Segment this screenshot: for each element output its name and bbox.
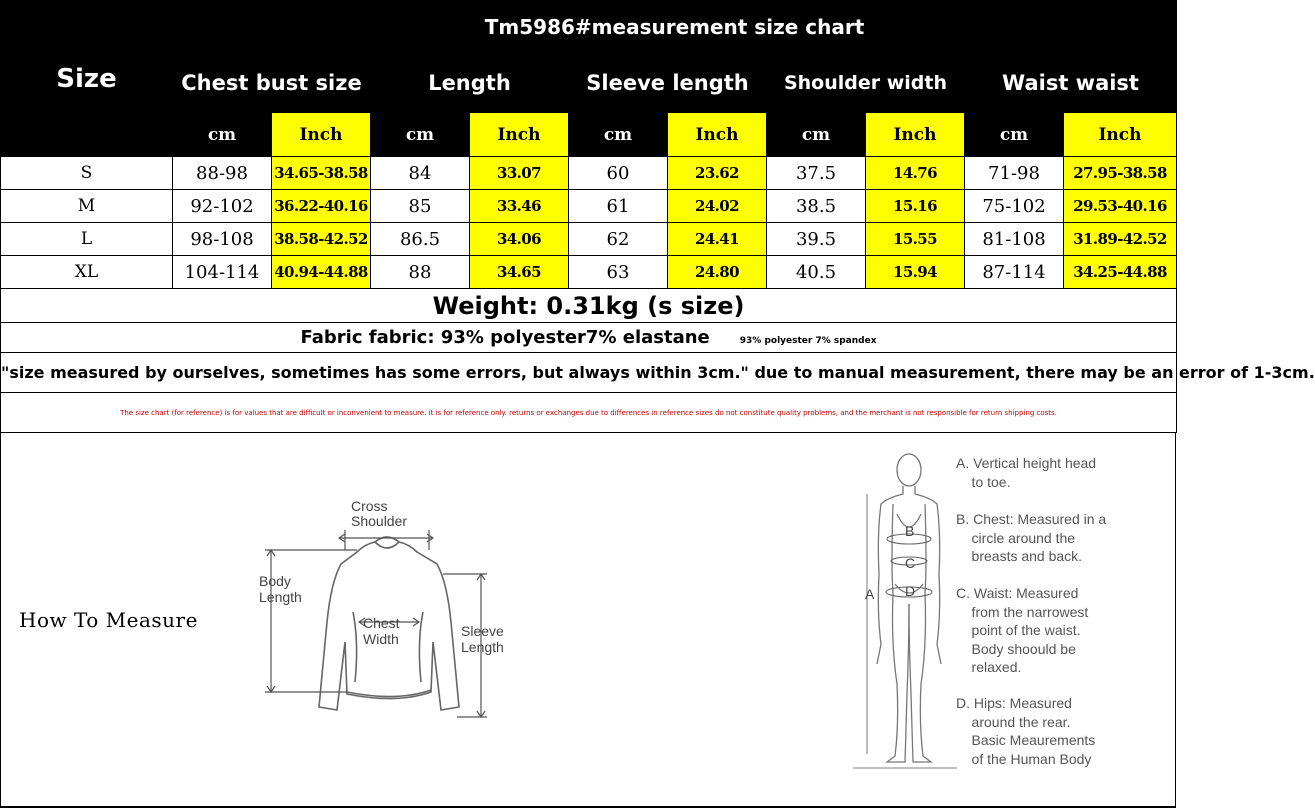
unit-inch: Inch xyxy=(470,113,569,157)
letter-d: D xyxy=(905,583,916,599)
value-inch: 34.65-38.58 xyxy=(272,157,371,190)
unit-cm: cm xyxy=(371,113,470,157)
value-cm: 62 xyxy=(569,223,668,256)
table-row xyxy=(1,256,1177,289)
value-inch: 34.06 xyxy=(470,223,569,256)
letter-a: A xyxy=(865,586,875,602)
how-to-measure-section xyxy=(0,432,1176,808)
value-cm: 88-98 xyxy=(173,157,272,190)
unit-inch: Inch xyxy=(272,113,371,157)
value-cm: 38.5 xyxy=(767,190,866,223)
desc-waist: C. Waist: Measured from the narrowest point of the waist. Body shoould be relaxed. xyxy=(956,585,1089,675)
header-chest: Chest bust size xyxy=(173,53,371,113)
desc-height: A. Vertical height head to toe. xyxy=(956,455,1097,490)
how-to-measure-title: How To Measure xyxy=(19,608,198,632)
size-label: XL xyxy=(1,256,173,289)
table-row xyxy=(1,223,1177,256)
letter-c: C xyxy=(905,555,916,571)
unit-inch: Inch xyxy=(866,113,965,157)
fabric-small-text: 93% polyester 7% spandex xyxy=(739,336,877,346)
fabric-text: Fabric fabric: 93% polyester7% elastane xyxy=(300,327,710,348)
value-inch: 15.16 xyxy=(866,190,965,223)
value-cm: 60 xyxy=(569,157,668,190)
value-inch: 34.25-44.88 xyxy=(1064,256,1177,289)
header-sleeve: Sleeve length xyxy=(569,53,767,113)
value-inch: 24.02 xyxy=(668,190,767,223)
value-cm: 39.5 xyxy=(767,223,866,256)
letter-b: B xyxy=(905,523,915,539)
disclaimer: The size chart (for reference) is for values that are difficult or inconvenient to measure. it is for reference only. returns or exchanges due to differences in reference sizes do not constitute quality problems, and the merchant is not responsible for return shipping costs. xyxy=(1,393,1177,433)
value-cm: 37.5 xyxy=(767,157,866,190)
fabric-info xyxy=(1,323,1177,353)
value-inch: 36.22-40.16 xyxy=(272,190,371,223)
value-cm: 85 xyxy=(371,190,470,223)
value-inch: 31.89-42.52 xyxy=(1064,223,1177,256)
value-cm: 86.5 xyxy=(371,223,470,256)
value-inch: 27.95-38.58 xyxy=(1064,157,1177,190)
value-cm: 61 xyxy=(569,190,668,223)
value-inch: 34.65 xyxy=(470,256,569,289)
garment-measure-diagram xyxy=(247,492,537,722)
value-inch: 29.53-40.16 xyxy=(1064,190,1177,223)
value-cm: 71-98 xyxy=(965,157,1064,190)
desc-hips: D. Hips: Measured around the rear. Basic Meaurements of the Human Body xyxy=(956,695,1096,767)
measurement-note: "size measured by ourselves, sometimes has some errors, but always within 3cm." due to manual measurement, there may be an error of 1-3cm. xyxy=(1,353,1177,393)
value-inch: 33.07 xyxy=(470,157,569,190)
value-inch: 15.94 xyxy=(866,256,965,289)
unit-cm: cm xyxy=(965,113,1064,157)
header-shoulder: Shoulder width xyxy=(767,53,965,113)
value-inch: 14.76 xyxy=(866,157,965,190)
size-label: S xyxy=(1,157,173,190)
value-inch: 15.55 xyxy=(866,223,965,256)
value-cm: 87-114 xyxy=(965,256,1064,289)
value-inch: 24.41 xyxy=(668,223,767,256)
body-measure-diagram xyxy=(847,444,957,774)
table-row xyxy=(1,190,1177,223)
label-shoulder: Shoulder xyxy=(351,513,408,529)
label-sleeve-length: Length xyxy=(461,639,504,655)
chart-title: Tm5986#measurement size chart xyxy=(173,1,1177,53)
unit-cm: cm xyxy=(569,113,668,157)
label-sleeve: Sleeve xyxy=(461,623,504,639)
label-chest: Chest xyxy=(363,615,400,631)
value-cm: 81-108 xyxy=(965,223,1064,256)
value-cm: 63 xyxy=(569,256,668,289)
unit-cm: cm xyxy=(767,113,866,157)
value-cm: 92-102 xyxy=(173,190,272,223)
value-cm: 88 xyxy=(371,256,470,289)
unit-inch: Inch xyxy=(1064,113,1177,157)
value-cm: 104-114 xyxy=(173,256,272,289)
value-inch: 38.58-42.52 xyxy=(272,223,371,256)
size-header: Size xyxy=(1,1,173,157)
header-length: Length xyxy=(371,53,569,113)
label-width: Width xyxy=(363,631,399,647)
value-cm: 40.5 xyxy=(767,256,866,289)
value-cm: 84 xyxy=(371,157,470,190)
label-body: Body xyxy=(259,573,291,589)
table-row xyxy=(1,157,1177,190)
value-cm: 75-102 xyxy=(965,190,1064,223)
weight-info: Weight: 0.31kg (s size) xyxy=(1,289,1177,323)
value-inch: 23.62 xyxy=(668,157,767,190)
value-inch: 33.46 xyxy=(470,190,569,223)
desc-chest: B. Chest: Measured in a circle around the breasts and back. xyxy=(956,511,1107,564)
size-label: M xyxy=(1,190,173,223)
value-inch: 40.94-44.88 xyxy=(272,256,371,289)
label-body-length: Length xyxy=(259,589,302,605)
unit-inch: Inch xyxy=(668,113,767,157)
header-waist: Waist waist xyxy=(965,53,1177,113)
size-label: L xyxy=(1,223,173,256)
value-cm: 98-108 xyxy=(173,223,272,256)
unit-cm: cm xyxy=(173,113,272,157)
label-cross: Cross xyxy=(351,498,388,514)
value-inch: 24.80 xyxy=(668,256,767,289)
